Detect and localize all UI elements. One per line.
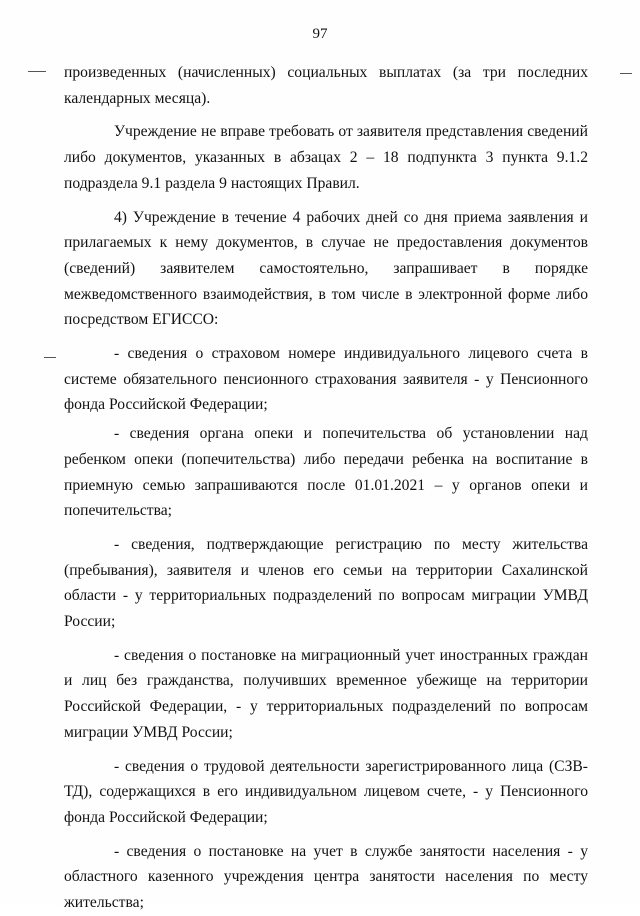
list-item-employment-service: - сведения о постановке на учет в службе занятости населения - у областного казенного учреждения центра занятости населения по месту жительства; — [64, 842, 588, 912]
scan-artifact-right — [620, 73, 632, 74]
scan-artifact-left — [28, 71, 46, 72]
list-item-snils: - сведения о страховом номере индивидуального лицевого счета в системе обязательного пенсионного страхования заявителя - у Пенсионного фонда Российской Федерации; — [64, 345, 588, 414]
list-item-registration: - сведения, подтверждающие регистрацию по месту жительства (пребывания), заявителя и членов его семьи на территории Сахалинской области - у территориальных подразделений по вопросам миграции УМВД России; — [64, 535, 588, 631]
list-item-migration: - сведения о постановке на миграционный учет иностранных граждан и лиц без гражданства, получивших временное убежище на территории Российской Федерации, - у территориальных подразделений по вопросам миграции УМВД России; — [64, 646, 588, 741]
paragraph-continuation: произведенных (начисленных) социальных выплатах (за три последних календарных месяца). — [64, 64, 588, 107]
paragraph-restriction: Учреждение не вправе требовать от заявителя представления сведений либо документов, указанных в абзацах 2 – 18 подпункта 3 пункта 9.1.2 подраздела 9.1 раздела 9 настоящих Правил. — [64, 123, 588, 192]
document-body — [64, 60, 588, 916]
page-number: 97 — [312, 26, 328, 42]
paragraph-interagency-request: 4) Учреждение в течение 4 рабочих дней со дня приема заявления и прилагаемых к нему документов, в случае не предоставления документов (сведений) заявителем самостоятельно, запрашивает в порядке межведомственного взаимодействия, в том числе в электронной форме либо посредством ЕГИССО: — [64, 208, 588, 329]
scan-artifact-left-2 — [44, 357, 56, 358]
list-item-labor-activity: - сведения о трудовой деятельности зарегистрированного лица (СЗВ-ТД), содержащихся в его индивидуальном лицевом счете, - у Пенсионного фонда Российской Федерации; — [64, 757, 588, 826]
list-item-guardianship: - сведения органа опеки и попечительства об установлении над ребенком опеки (попечительства) либо передачи ребенка на воспитание в приемную семью запрашиваются после 01.01.2021 – у органов опеки и попечительства; — [64, 425, 588, 520]
